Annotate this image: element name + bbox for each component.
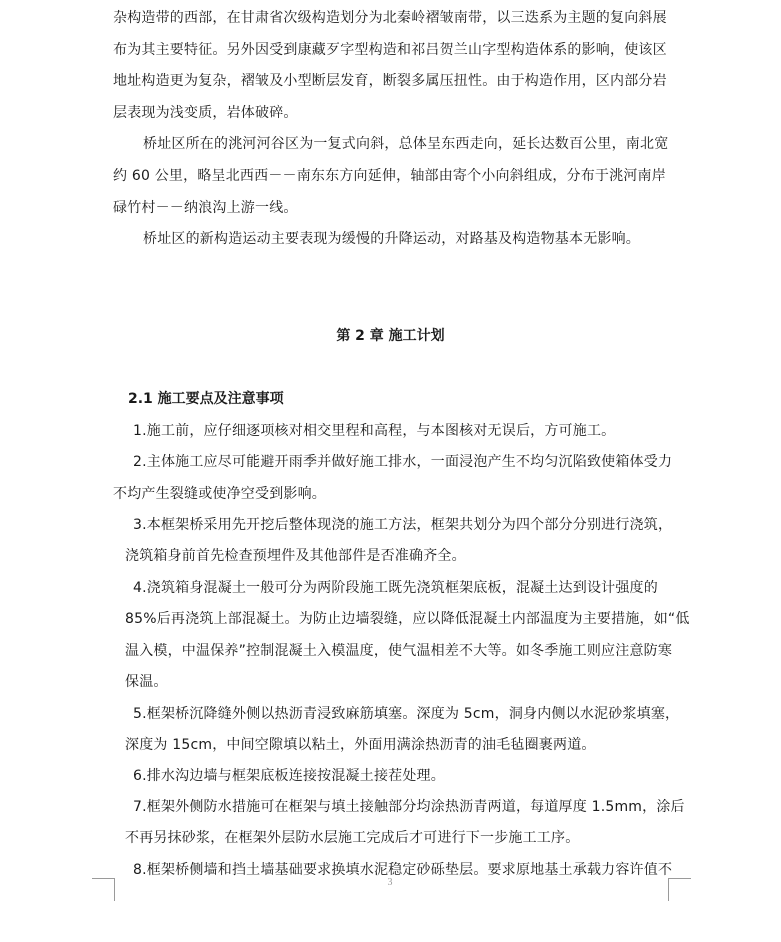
list-item-line: 温入模，中温保养”控制混凝土入模温度，使气温相差不大等。如冬季施工则应注意防寒 [125, 643, 673, 659]
list-item-line: 深度为 15cm，中间空隙填以粘土，外面用满涂热沥青的油毛毡圈裹两道。 [125, 737, 596, 753]
paragraph-line: 约 60 公里，略呈北西西－－南东东方向延伸，轴部由寄个小向斜组成，分布于洮河南岸 [113, 168, 666, 184]
section-title: 2.1 施工要点及注意事项 [128, 391, 284, 407]
list-item-line: 5.框架桥沉降缝外侧以热沥青浸致麻筋填塞。深度为 5cm，洞身内侧以水泥砂浆填塞， [133, 706, 680, 722]
paragraph-line: 桥址区所在的洮河河谷区为一复式向斜，总体呈东西走向，延长达数百公里，南北宽 [143, 136, 669, 152]
paragraph-line: 层表现为浅变质，岩体破碎。 [113, 105, 298, 121]
list-item-line: 2.主体施工应尽可能避开雨季并做好施工排水，一面浸泡产生不均匀沉陷致使箱体受力 [133, 454, 673, 470]
list-item-line: 3.本框架桥采用先开挖后整体现浇的施工方法，框架共划分为四个部分分别进行浇筑， [133, 517, 673, 533]
list-item-line: 保温。 [125, 674, 168, 690]
list-item-line: 7.框架外侧防水措施可在框架与填土接触部分均涂热沥青两道，每道厚度 1.5mm，涂后 [133, 799, 685, 815]
list-item-line: 4.浇筑箱身混凝土一般可分为两阶段施工既先浇筑框架底板，混凝土达到设计强度的 [133, 580, 658, 596]
list-item-line: 6.排水沟边墙与框架底板连接按混凝土接茬处理。 [133, 768, 445, 784]
page-corner-mark-right [668, 878, 691, 901]
chapter-title: 第 2 章 施工计划 [336, 328, 445, 344]
paragraph-line: 布为其主要特征。另外因受到康藏歹字型构造和祁吕贺兰山字型构造体系的影响，使该区 [113, 42, 667, 58]
paragraph-line: 地址构造更为复杂，褶皱及小型断层发育，断裂多属压扭性。由于构造作用，区内部分岩 [113, 73, 667, 89]
page-number: 3 [387, 877, 393, 888]
paragraph-line: 碌竹村－－纳浪沟上游一线。 [113, 200, 298, 216]
paragraph-line: 杂构造带的西部，在甘肃省次级构造划分为北秦岭褶皱南带，以三迭系为主题的复向斜展 [113, 10, 667, 26]
page-corner-mark-left [92, 878, 115, 901]
list-item-line: 不均产生裂缝或使净空受到影响。 [113, 486, 326, 502]
list-item-line: 不再另抹砂浆，在框架外层防水层施工完成后才可进行下一步施工工序。 [125, 830, 580, 846]
list-item-line: 8.框架桥侧墙和挡土墙基础要求换填水泥稳定砂砾垫层。要求原地基土承载力容许值不 [133, 862, 673, 878]
list-item-line: 85%后再浇筑上部混凝土。为防止边墙裂缝，应以降低混凝土内部温度为主要措施，如“低 [125, 611, 690, 627]
list-item-line: 1.施工前，应仔细逐项核对相交里程和高程，与本图核对无误后，方可施工。 [133, 423, 616, 439]
list-item-line: 浇筑箱身前首先检查预埋件及其他部件是否准确齐全。 [125, 548, 466, 564]
paragraph-line: 桥址区的新构造运动主要表现为缓慢的升降运动，对路基及构造物基本无影响。 [143, 231, 640, 247]
